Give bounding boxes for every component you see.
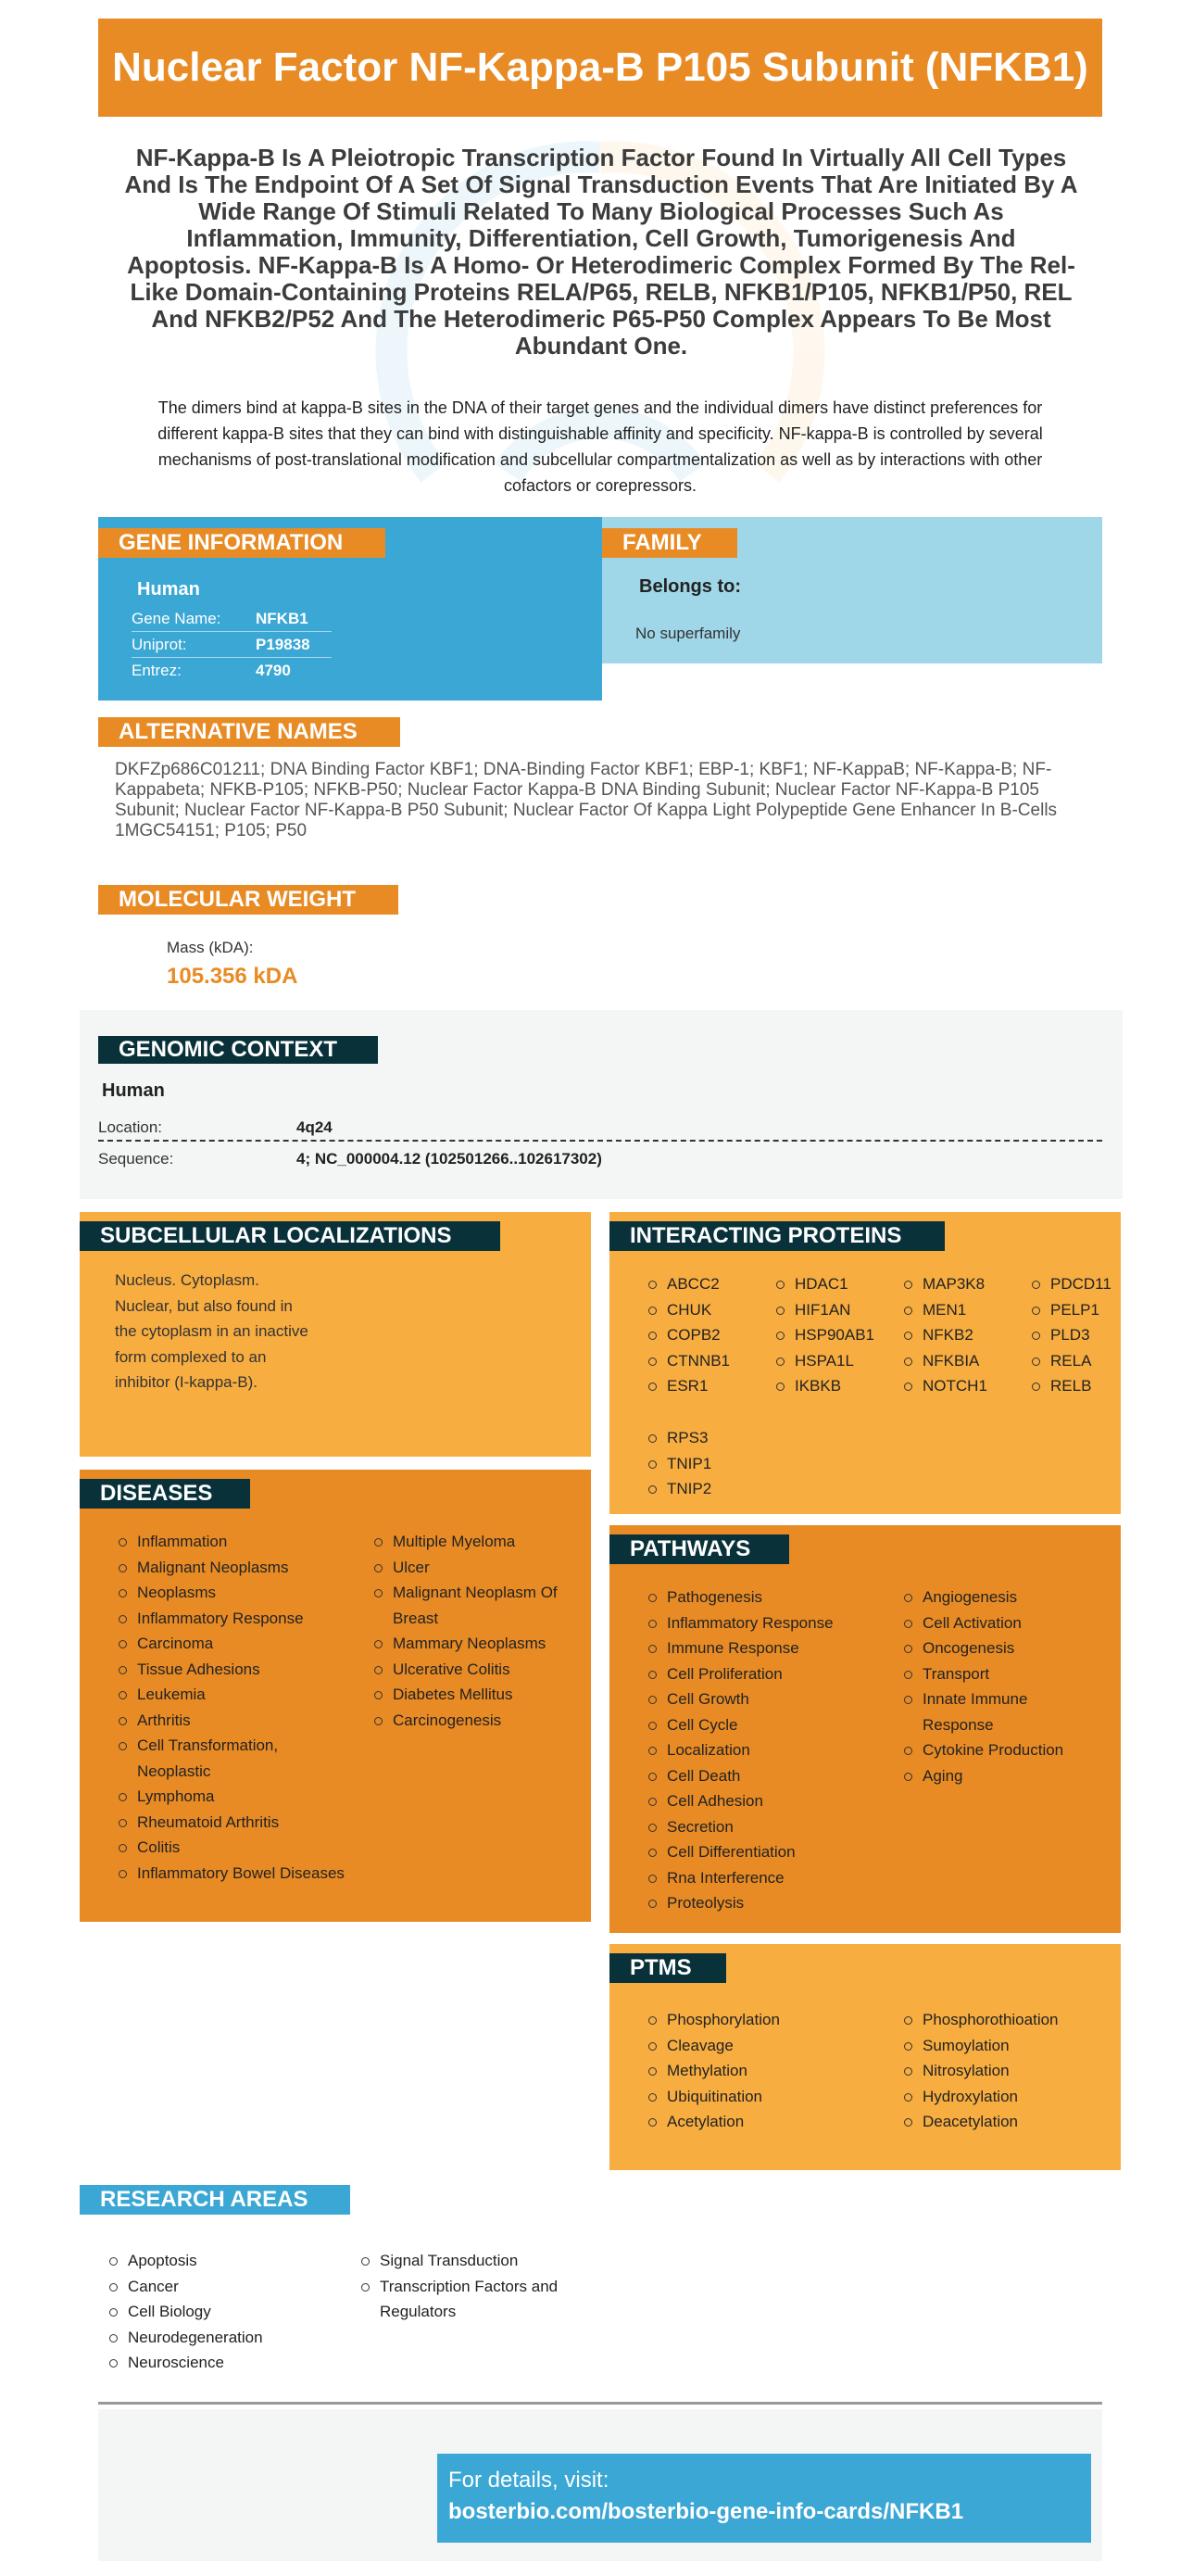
subcellular-text: Nucleus. Cytoplasm. Nuclear, but also found in the cytoplasm in an inactive form complexed to an inhibitor (I-kappa-B). [115,1271,308,1391]
disease-list-item: Rheumatoid Arthritis [117,1810,348,1836]
pathway-list-item: Localization [647,1737,887,1763]
protein-list-item: HDAC1 [774,1271,874,1297]
interacting-proteins-col-5 [647,1425,711,1502]
research-area-list-item: Neurodegeneration [107,2325,339,2351]
disease-list-item: Malignant Neoplasms [117,1555,348,1581]
pathway-list-item: Aging [902,1763,1087,1789]
subcellular-heading: SUBCELLULAR LOCALIZATIONS [80,1221,500,1251]
protein-list-item: NOTCH1 [902,1373,987,1399]
gene-summary: NF-Kappa-B Is A Pleiotropic Transcription Factor Found In Virtually All Cell Types And Is The Endpoint Of A Set Of Signal Transduction Events That Are Initiated By A Wide Range Of Stimuli Related To Many Biological Processes Such As Inflammation, Immunity, Differentiation, Cell Growth, Tumorigenesis And Apoptosis. NF-Kappa-B Is A Homo- Or Heterodimeric Complex Formed By The Rel-Like Domain-Containing Proteins RELA/P65, RELB, NFKB1/P105, NFKB1/P50, REL And NFKB2/P52 And The Heterodimeric P65-P50 Complex Appears To Be Most Abundant One. [124,144,1078,360]
disease-list-item: Mammary Neoplasms [372,1631,585,1657]
diseases-col-2 [372,1529,585,1733]
disease-list-item: Inflammation [117,1529,348,1555]
pathways-col-1 [647,1585,887,1916]
pathway-list-item: Transport [902,1661,1087,1687]
diseases-heading: DISEASES [80,1479,250,1509]
disease-list-item: Carcinogenesis [372,1708,585,1734]
protein-list-item: MAP3K8 [902,1271,987,1297]
protein-list-item: PELP1 [1030,1297,1111,1323]
sequence-value: 4; NC_000004.12 (102501266..102617302) [296,1150,602,1168]
interacting-proteins-col-3 [902,1271,987,1399]
pathways-col-2 [902,1585,1087,1788]
pathway-list-item: Proteolysis [647,1890,887,1916]
genomic-context-heading: GENOMIC CONTEXT [98,1036,378,1064]
location-value: 4q24 [296,1118,333,1136]
disease-list-item: Neoplasms [117,1580,348,1606]
pathway-list-item: Innate Immune Response [902,1686,1087,1737]
research-area-list-item: Signal Transduction [359,2248,582,2274]
disease-list-item: Carcinoma [117,1631,348,1657]
footer-divider [98,2402,1102,2405]
research-areas-heading: RESEARCH AREAS [80,2185,350,2215]
research-area-list-item: Apoptosis [107,2248,339,2274]
alternative-names-heading: ALTERNATIVE NAMES [98,717,400,747]
disease-list-item: Inflammatory Response [117,1606,348,1632]
disease-list-item: Diabetes Mellitus [372,1682,585,1708]
ptm-list-item: Acetylation [647,2109,887,2135]
details-link-box[interactable] [437,2454,1091,2543]
research-area-list-item: Neuroscience [107,2350,339,2376]
pathway-list-item: Cytokine Production [902,1737,1087,1763]
research-area-list-item: Cancer [107,2274,339,2300]
pathway-list-item: Cell Cycle [647,1712,887,1738]
pathway-list-item: Cell Activation [902,1610,1087,1636]
title-banner [98,19,1102,117]
protein-list-item: RPS3 [647,1425,711,1451]
interacting-proteins-col-2 [774,1271,874,1399]
pathway-list-item: Cell Adhesion [647,1788,887,1814]
gene-name-row [132,606,332,632]
protein-list-item: HSPA1L [774,1348,874,1374]
pathway-list-item: Immune Response [647,1635,887,1661]
protein-list-item: RELA [1030,1348,1111,1374]
pathway-list-item: Cell Death [647,1763,887,1789]
protein-list-item: COPB2 [647,1322,730,1348]
location-row [98,1114,1102,1142]
disease-list-item: Tissue Adhesions [117,1657,348,1683]
sequence-key: Sequence: [98,1150,174,1168]
disease-list-item: Multiple Myeloma [372,1529,585,1555]
interacting-proteins-heading: INTERACTING PROTEINS [609,1221,945,1251]
gene-name-key: Gene Name: [132,610,221,627]
pathway-list-item: Cell Proliferation [647,1661,887,1687]
protein-list-item: CHUK [647,1297,730,1323]
protein-list-item: HSP90AB1 [774,1322,874,1348]
disease-list-item: Inflammatory Bowel Diseases [117,1861,348,1887]
pathway-list-item: Pathogenesis [647,1585,887,1610]
sequence-row [98,1145,1102,1173]
uniprot-key: Uniprot: [132,636,187,653]
protein-list-item: IKBKB [774,1373,874,1399]
protein-list-item: MEN1 [902,1297,987,1323]
ptm-list-item: Sumoylation [902,2033,1106,2059]
research-areas-col-1 [107,2248,339,2376]
protein-list-item: ESR1 [647,1373,730,1399]
pathway-list-item: Secretion [647,1814,887,1840]
protein-list-item: RELB [1030,1373,1111,1399]
disease-list-item: Lymphoma [117,1784,348,1810]
gene-species: Human [137,579,200,600]
family-value: No superfamily [635,625,741,642]
disease-list-item: Arthritis [117,1708,348,1734]
pathway-list-item: Oncogenesis [902,1635,1087,1661]
disease-list-item: Colitis [117,1835,348,1861]
interacting-proteins-col-1 [647,1271,730,1399]
protein-list-item: PDCD11 [1030,1271,1111,1297]
family-belongs-to: Belongs to: [639,576,741,597]
ptm-list-item: Deacetylation [902,2109,1106,2135]
ptm-list-item: Cleavage [647,2033,887,2059]
alternative-names-text: DKFZp686C01211; DNA Binding Factor KBF1; DNA-Binding Factor KBF1; EBP-1; KBF1; NF-KappaB; NF-Kappa-B; NF-Kappabeta; NFKB-P105; NFKB-P50; Nuclear Factor Kappa-B DNA Binding Subunit; Nuclear Factor NF-Kappa-B P105 Subunit; Nuclear Factor NF-Kappa-B P50 Subunit; Nuclear Factor Of Kappa Light Polypeptide Gene Enhancer In B-Cells 1MGC54151; P105; P50 [115,760,1058,840]
genomic-species: Human [102,1080,165,1101]
ptm-list-item: Hydroxylation [902,2084,1106,2110]
details-label: For details, visit: [448,2468,609,2493]
pathway-list-item: Rna Interference [647,1865,887,1891]
uniprot-value: P19838 [256,636,310,653]
page-title: Nuclear Factor NF-Kappa-B P105 Subunit (NFKB1) [112,44,1088,90]
protein-list-item: ABCC2 [647,1271,730,1297]
uniprot-row [132,632,332,658]
entrez-value: 4790 [256,662,291,679]
pathways-heading: PATHWAYS [609,1534,789,1564]
disease-list-item: Cell Transformation, Neoplastic [117,1733,348,1784]
mass-value: 105.356 kDA [167,964,298,989]
disease-list-item: Ulcerative Colitis [372,1657,585,1683]
entrez-key: Entrez: [132,662,182,679]
pathway-list-item: Angiogenesis [902,1585,1087,1610]
protein-list-item: CTNNB1 [647,1348,730,1374]
ptm-list-item: Ubiquitination [647,2084,887,2110]
molecular-weight-heading: MOLECULAR WEIGHT [98,885,398,915]
details-url-link[interactable]: bosterbio.com/bosterbio-gene-info-cards/NFKB1 [448,2499,964,2524]
ptms-col-1 [647,2007,887,2135]
interacting-proteins-col-4 [1030,1271,1111,1399]
disease-list-item: Leukemia [117,1682,348,1708]
ptm-list-item: Phosphorylation [647,2007,887,2033]
disease-list-item: Ulcer [372,1555,585,1581]
protein-list-item: TNIP2 [647,1476,711,1502]
ptm-list-item: Phosphorothioation [902,2007,1106,2033]
protein-list-item: PLD3 [1030,1322,1111,1348]
disease-list-item: Malignant Neoplasm Of Breast [372,1580,585,1631]
research-areas-col-2 [359,2248,582,2325]
mass-label: Mass (kDA): [167,939,254,956]
gene-information-heading: GENE INFORMATION [98,528,385,558]
research-area-list-item: Cell Biology [107,2299,339,2325]
pathway-list-item: Cell Growth [647,1686,887,1712]
diseases-col-1 [117,1529,348,1886]
entrez-row [132,658,332,684]
ptms-col-2 [902,2007,1106,2135]
protein-list-item: NFKB2 [902,1322,987,1348]
protein-list-item: NFKBIA [902,1348,987,1374]
ptms-heading: PTMS [609,1953,726,1983]
protein-list-item: TNIP1 [647,1451,711,1477]
pathway-list-item: Cell Differentiation [647,1839,887,1865]
location-key: Location: [98,1118,162,1136]
ptm-list-item: Methylation [647,2058,887,2084]
pathway-list-item: Inflammatory Response [647,1610,887,1636]
research-area-list-item: Transcription Factors and Regulators [359,2274,582,2325]
family-heading: FAMILY [602,528,737,558]
ptm-list-item: Nitrosylation [902,2058,1106,2084]
gene-name-value: NFKB1 [256,610,308,627]
protein-list-item: HIF1AN [774,1297,874,1323]
gene-description: The dimers bind at kappa-B sites in the DNA of their target genes and the individual dimers have distinct preferences for different kappa-B sites that they can bind with distinguishable affinity and specificity. NF-kappa-B is controlled by several mechanisms of post-translational modification and subcellular compartmentalization as well as by interactions with other cofactors or corepressors. [157,398,1043,495]
